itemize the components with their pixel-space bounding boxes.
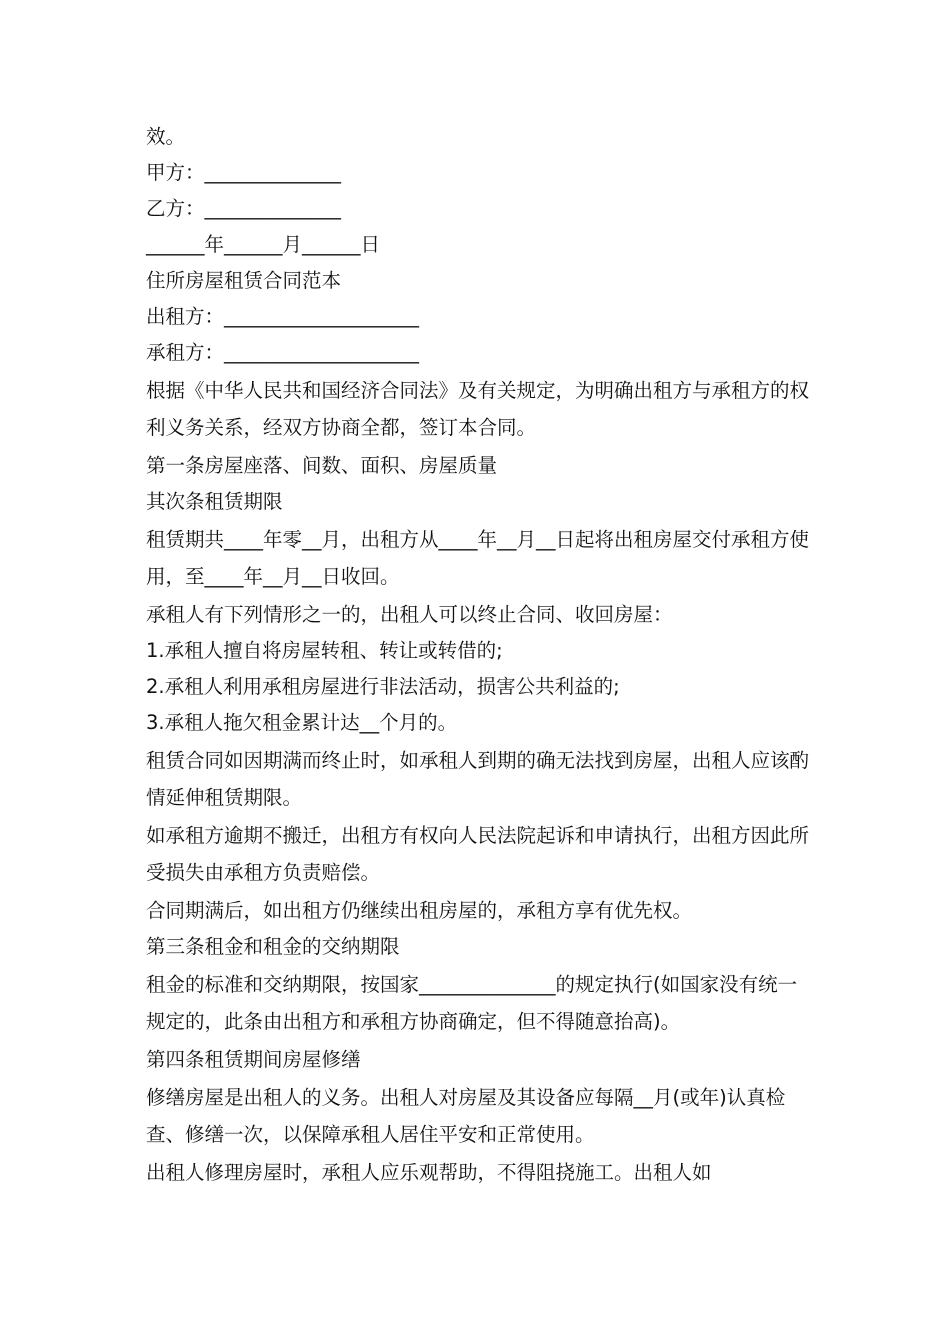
rent-paragraph: 租金的标准和交纳期限，按国家______________的规定执行(如国家没有统一规定的，此条由出租方和承租方协商确定，但不得随意抬高)。: [146, 973, 798, 1033]
preamble-paragraph: 根据《中华人民共和国经济合同法》及有关规定，为明确出租方与承租方的权利义务关系，经双方协商全都，签订本合同。: [146, 379, 810, 439]
text-line: 效。: [146, 125, 186, 148]
article-2-heading: 其次条租赁期限: [146, 490, 283, 513]
repair-cooperation-paragraph: 出租人修理房屋时，承租人应乐观帮助，不得阻挠施工。出租人如: [146, 1161, 712, 1184]
termination-intro: 承租人有下列情形之一的，出租人可以终止合同、收回房屋：: [146, 603, 673, 626]
lessor-line: 出租方：____________________: [146, 305, 420, 328]
lessee-line: 承租方：____________________: [146, 341, 420, 364]
document-body: [146, 119, 816, 1192]
party-b-signature-line: 乙方：______________: [146, 197, 342, 220]
list-item: 1.承租人擅自将房屋转租、转让或转借的;: [146, 639, 503, 662]
lease-term-paragraph: 租赁期共____年零__月，出租方从____年__月__日起将出租房屋交付承租方使用，至____年__月__日收回。: [146, 528, 810, 588]
article-3-heading: 第三条租金和租金的交纳期限: [146, 935, 400, 958]
article-4-heading: 第四条租赁期间房屋修缮: [146, 1048, 361, 1071]
overstay-paragraph: 如承租方逾期不搬迁，出租方有权向人民法院起诉和申请执行，出租方因此所受损失由承租方负责赔偿。: [146, 824, 810, 884]
party-a-signature-line: 甲方：______________: [146, 161, 342, 184]
list-item: 3.承租人拖欠租金累计达__个月的。: [146, 711, 458, 734]
priority-paragraph: 合同期满后，如出租方仍继续出租房屋的，承租方享有优先权。: [146, 899, 693, 922]
document-title: 住所房屋租赁合同范本: [146, 269, 342, 292]
date-line: ______年______月______日: [146, 233, 381, 256]
list-item: 2.承租人利用承租房屋进行非法活动，损害公共利益的;: [146, 675, 620, 698]
repair-paragraph: 修缮房屋是出租人的义务。出租人对房屋及其设备应每隔__月(或年)认真检查、修缮一次，以保障承租人居住平安和正常使用。: [146, 1086, 786, 1146]
expiry-paragraph: 租赁合同如因期满而终止时，如承租人到期的确无法找到房屋，出租人应该酌情延伸租赁期限。: [146, 749, 810, 809]
article-1-heading: 第一条房屋座落、间数、面积、房屋质量: [146, 454, 498, 477]
